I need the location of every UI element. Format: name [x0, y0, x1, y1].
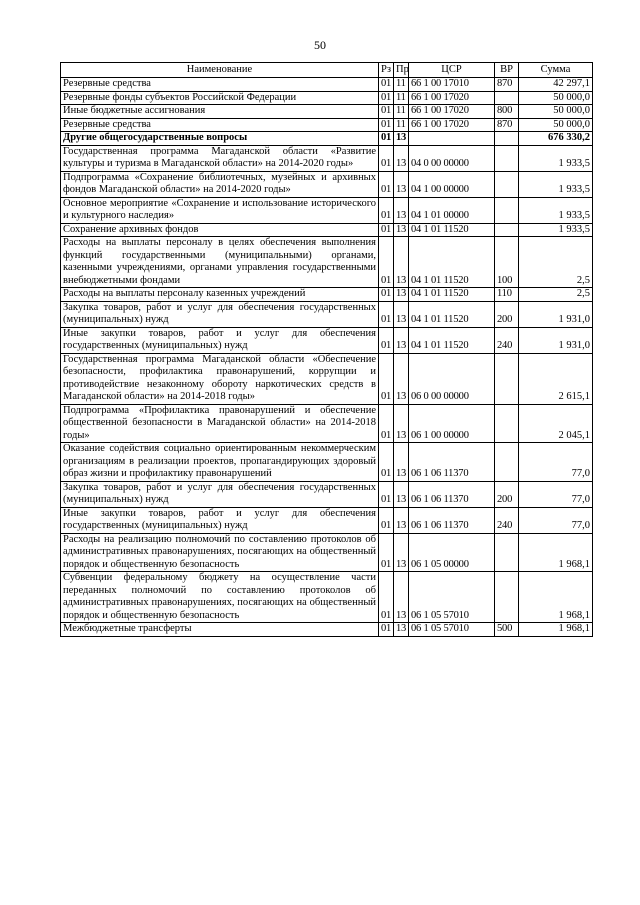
cell-rz: 01: [379, 327, 394, 353]
cell-rz: 01: [379, 301, 394, 327]
cell-csr: 06 1 06 11370: [409, 481, 495, 507]
cell-vr: [495, 132, 519, 146]
table-header-row: [61, 63, 593, 78]
cell-pr: 13: [394, 507, 409, 533]
cell-pr: 13: [394, 443, 409, 482]
table-row: [61, 507, 593, 533]
cell-vr: [495, 443, 519, 482]
cell-rz: 01: [379, 132, 394, 146]
cell-rz: 01: [379, 237, 394, 288]
cell-rz: 01: [379, 91, 394, 105]
cell-rz: 01: [379, 481, 394, 507]
cell-vr: 200: [495, 301, 519, 327]
cell-name: Иные закупки товаров, работ и услуг для обеспечения государственных (муниципальных) нужд: [61, 507, 379, 533]
cell-name: Резервные средства: [61, 78, 379, 92]
cell-csr: 06 1 00 00000: [409, 404, 495, 443]
table-row: [61, 404, 593, 443]
cell-pr: 13: [394, 481, 409, 507]
cell-vr: [495, 353, 519, 404]
cell-pr: 13: [394, 171, 409, 197]
budget-table: [60, 62, 593, 637]
table-row: [61, 353, 593, 404]
table-row: [61, 572, 593, 623]
cell-sum: 1 968,1: [519, 623, 593, 637]
cell-sum: 1 968,1: [519, 533, 593, 572]
cell-pr: 13: [394, 327, 409, 353]
cell-sum: 1 931,0: [519, 327, 593, 353]
header-csr: ЦСР: [409, 63, 495, 78]
cell-name: Закупка товаров, работ и услуг для обеспечения государственных (муниципальных) нужд: [61, 301, 379, 327]
table-row: [61, 171, 593, 197]
cell-pr: 13: [394, 197, 409, 223]
cell-csr: 06 1 05 57010: [409, 572, 495, 623]
cell-rz: 01: [379, 533, 394, 572]
cell-sum: 1 933,5: [519, 145, 593, 171]
cell-pr: 13: [394, 237, 409, 288]
cell-rz: 01: [379, 171, 394, 197]
table-row: [61, 443, 593, 482]
table-row: [61, 327, 593, 353]
cell-pr: 13: [394, 572, 409, 623]
table-row: [61, 145, 593, 171]
cell-vr: 800: [495, 105, 519, 119]
cell-vr: 870: [495, 118, 519, 132]
cell-name: Расходы на выплаты персоналу в целях обеспечения выполнения функций государственными (муниципальными) органами, казенными учреждениями, органами управления государственными внебюджетными фондами: [61, 237, 379, 288]
table-row: [61, 288, 593, 302]
cell-name: Иные закупки товаров, работ и услуг для обеспечения государственных (муниципальных) нужд: [61, 327, 379, 353]
cell-csr: 66 1 00 17020: [409, 91, 495, 105]
cell-vr: 500: [495, 623, 519, 637]
cell-sum: 50 000,0: [519, 105, 593, 119]
table-row: [61, 301, 593, 327]
cell-sum: 2 045,1: [519, 404, 593, 443]
cell-pr: 11: [394, 78, 409, 92]
cell-name: Расходы на выплаты персоналу казенных учреждений: [61, 288, 379, 302]
table-row: [61, 237, 593, 288]
table-row: [61, 105, 593, 119]
cell-vr: [495, 572, 519, 623]
cell-pr: 13: [394, 404, 409, 443]
cell-sum: 676 330,2: [519, 132, 593, 146]
cell-pr: 13: [394, 533, 409, 572]
cell-vr: [495, 197, 519, 223]
cell-vr: 870: [495, 78, 519, 92]
table-row: [61, 118, 593, 132]
cell-csr: 06 0 00 00000: [409, 353, 495, 404]
cell-vr: [495, 223, 519, 237]
cell-rz: 01: [379, 623, 394, 637]
table-row: [61, 78, 593, 92]
cell-name: Государственная программа Магаданской области «Обеспечение безопасности, профилактика правонарушений, коррупции и противодействие незаконному обороту наркотических средств в Магаданской области» на 2014-2018 годы»: [61, 353, 379, 404]
cell-rz: 01: [379, 78, 394, 92]
cell-name: Закупка товаров, работ и услуг для обеспечения государственных (муниципальных) нужд: [61, 481, 379, 507]
cell-csr: 04 0 00 00000: [409, 145, 495, 171]
cell-vr: 200: [495, 481, 519, 507]
cell-pr: 13: [394, 288, 409, 302]
cell-name: Сохранение архивных фондов: [61, 223, 379, 237]
cell-csr: 66 1 00 17010: [409, 78, 495, 92]
cell-name: Резервные средства: [61, 118, 379, 132]
table-row: [61, 223, 593, 237]
cell-vr: 240: [495, 327, 519, 353]
cell-vr: [495, 145, 519, 171]
cell-sum: 1 933,5: [519, 197, 593, 223]
cell-vr: 100: [495, 237, 519, 288]
cell-rz: 01: [379, 223, 394, 237]
cell-name: Расходы на реализацию полномочий по составлению протоколов об административных правонарушениях, посягающих на общественный порядок и общественную безопасность: [61, 533, 379, 572]
cell-csr: 04 1 01 11520: [409, 327, 495, 353]
cell-pr: 13: [394, 132, 409, 146]
cell-pr: 13: [394, 301, 409, 327]
cell-vr: [495, 404, 519, 443]
cell-name: Другие общегосударственные вопросы: [61, 132, 379, 146]
cell-csr: 04 1 01 11520: [409, 288, 495, 302]
cell-pr: 11: [394, 118, 409, 132]
cell-sum: 2 615,1: [519, 353, 593, 404]
table-row: [61, 197, 593, 223]
table-row: [61, 91, 593, 105]
page-number: 50: [314, 38, 326, 52]
table-row: [61, 623, 593, 637]
cell-csr: 04 1 00 00000: [409, 171, 495, 197]
cell-rz: 01: [379, 572, 394, 623]
cell-pr: 11: [394, 105, 409, 119]
cell-csr: 04 1 01 11520: [409, 237, 495, 288]
cell-sum: 1 933,5: [519, 223, 593, 237]
cell-pr: 13: [394, 623, 409, 637]
cell-name: Межбюджетные трансферты: [61, 623, 379, 637]
cell-csr: 66 1 00 17020: [409, 118, 495, 132]
cell-csr: 04 1 01 00000: [409, 197, 495, 223]
cell-name: Государственная программа Магаданской области «Развитие культуры и туризма в Магаданской области» на 2014-2020 годы»: [61, 145, 379, 171]
table-row: [61, 132, 593, 146]
cell-name: Основное мероприятие «Сохранение и использование исторического и культурного наследия»: [61, 197, 379, 223]
cell-sum: 2,5: [519, 288, 593, 302]
header-vr: ВР: [495, 63, 519, 78]
cell-csr: 06 1 06 11370: [409, 443, 495, 482]
cell-name: Резервные фонды субъектов Российской Федерации: [61, 91, 379, 105]
cell-sum: 1 933,5: [519, 171, 593, 197]
cell-rz: 01: [379, 118, 394, 132]
cell-vr: [495, 533, 519, 572]
cell-pr: 13: [394, 145, 409, 171]
cell-pr: 13: [394, 353, 409, 404]
cell-rz: 01: [379, 197, 394, 223]
header-name: Наименование: [61, 63, 379, 78]
cell-sum: 77,0: [519, 507, 593, 533]
cell-sum: 50 000,0: [519, 118, 593, 132]
cell-rz: 01: [379, 288, 394, 302]
cell-rz: 01: [379, 145, 394, 171]
cell-csr: 04 1 01 11520: [409, 301, 495, 327]
cell-sum: 77,0: [519, 443, 593, 482]
cell-csr: 06 1 05 57010: [409, 623, 495, 637]
cell-vr: 240: [495, 507, 519, 533]
cell-csr: 66 1 00 17020: [409, 105, 495, 119]
cell-pr: 13: [394, 223, 409, 237]
cell-csr: 06 1 06 11370: [409, 507, 495, 533]
cell-sum: 77,0: [519, 481, 593, 507]
cell-sum: 42 297,1: [519, 78, 593, 92]
header-pr: Пр: [394, 63, 409, 78]
cell-vr: [495, 91, 519, 105]
table-row: [61, 533, 593, 572]
cell-name: Иные бюджетные ассигнования: [61, 105, 379, 119]
cell-sum: 50 000,0: [519, 91, 593, 105]
header-sum: Сумма: [519, 63, 593, 78]
cell-vr: [495, 171, 519, 197]
cell-csr: [409, 132, 495, 146]
cell-pr: 11: [394, 91, 409, 105]
cell-name: Подпрограмма «Сохранение библиотечных, музейных и архивных фондов Магаданской области» на 2014-2020 годы»: [61, 171, 379, 197]
cell-rz: 01: [379, 507, 394, 533]
cell-sum: 1 931,0: [519, 301, 593, 327]
cell-csr: 04 1 01 11520: [409, 223, 495, 237]
cell-sum: 2,5: [519, 237, 593, 288]
cell-name: Подпрограмма «Профилактика правонарушений и обеспечение общественной безопасности в Магаданской области» на 2014-2018 годы»: [61, 404, 379, 443]
cell-name: Оказание содействия социально ориентированным некоммерческим организациям в реализации проектов, пропагандирующих здоровый образ жизни и профилактику правонарушений: [61, 443, 379, 482]
cell-rz: 01: [379, 404, 394, 443]
cell-csr: 06 1 05 00000: [409, 533, 495, 572]
cell-rz: 01: [379, 105, 394, 119]
header-rz: Рз: [379, 63, 394, 78]
cell-sum: 1 968,1: [519, 572, 593, 623]
table-row: [61, 481, 593, 507]
cell-rz: 01: [379, 353, 394, 404]
cell-name: Субвенции федеральному бюджету на осуществление части переданных полномочий по составлению протоколов об административных правонарушениях, посягающих на общественный порядок и общественную безопасность: [61, 572, 379, 623]
cell-rz: 01: [379, 443, 394, 482]
cell-vr: 110: [495, 288, 519, 302]
